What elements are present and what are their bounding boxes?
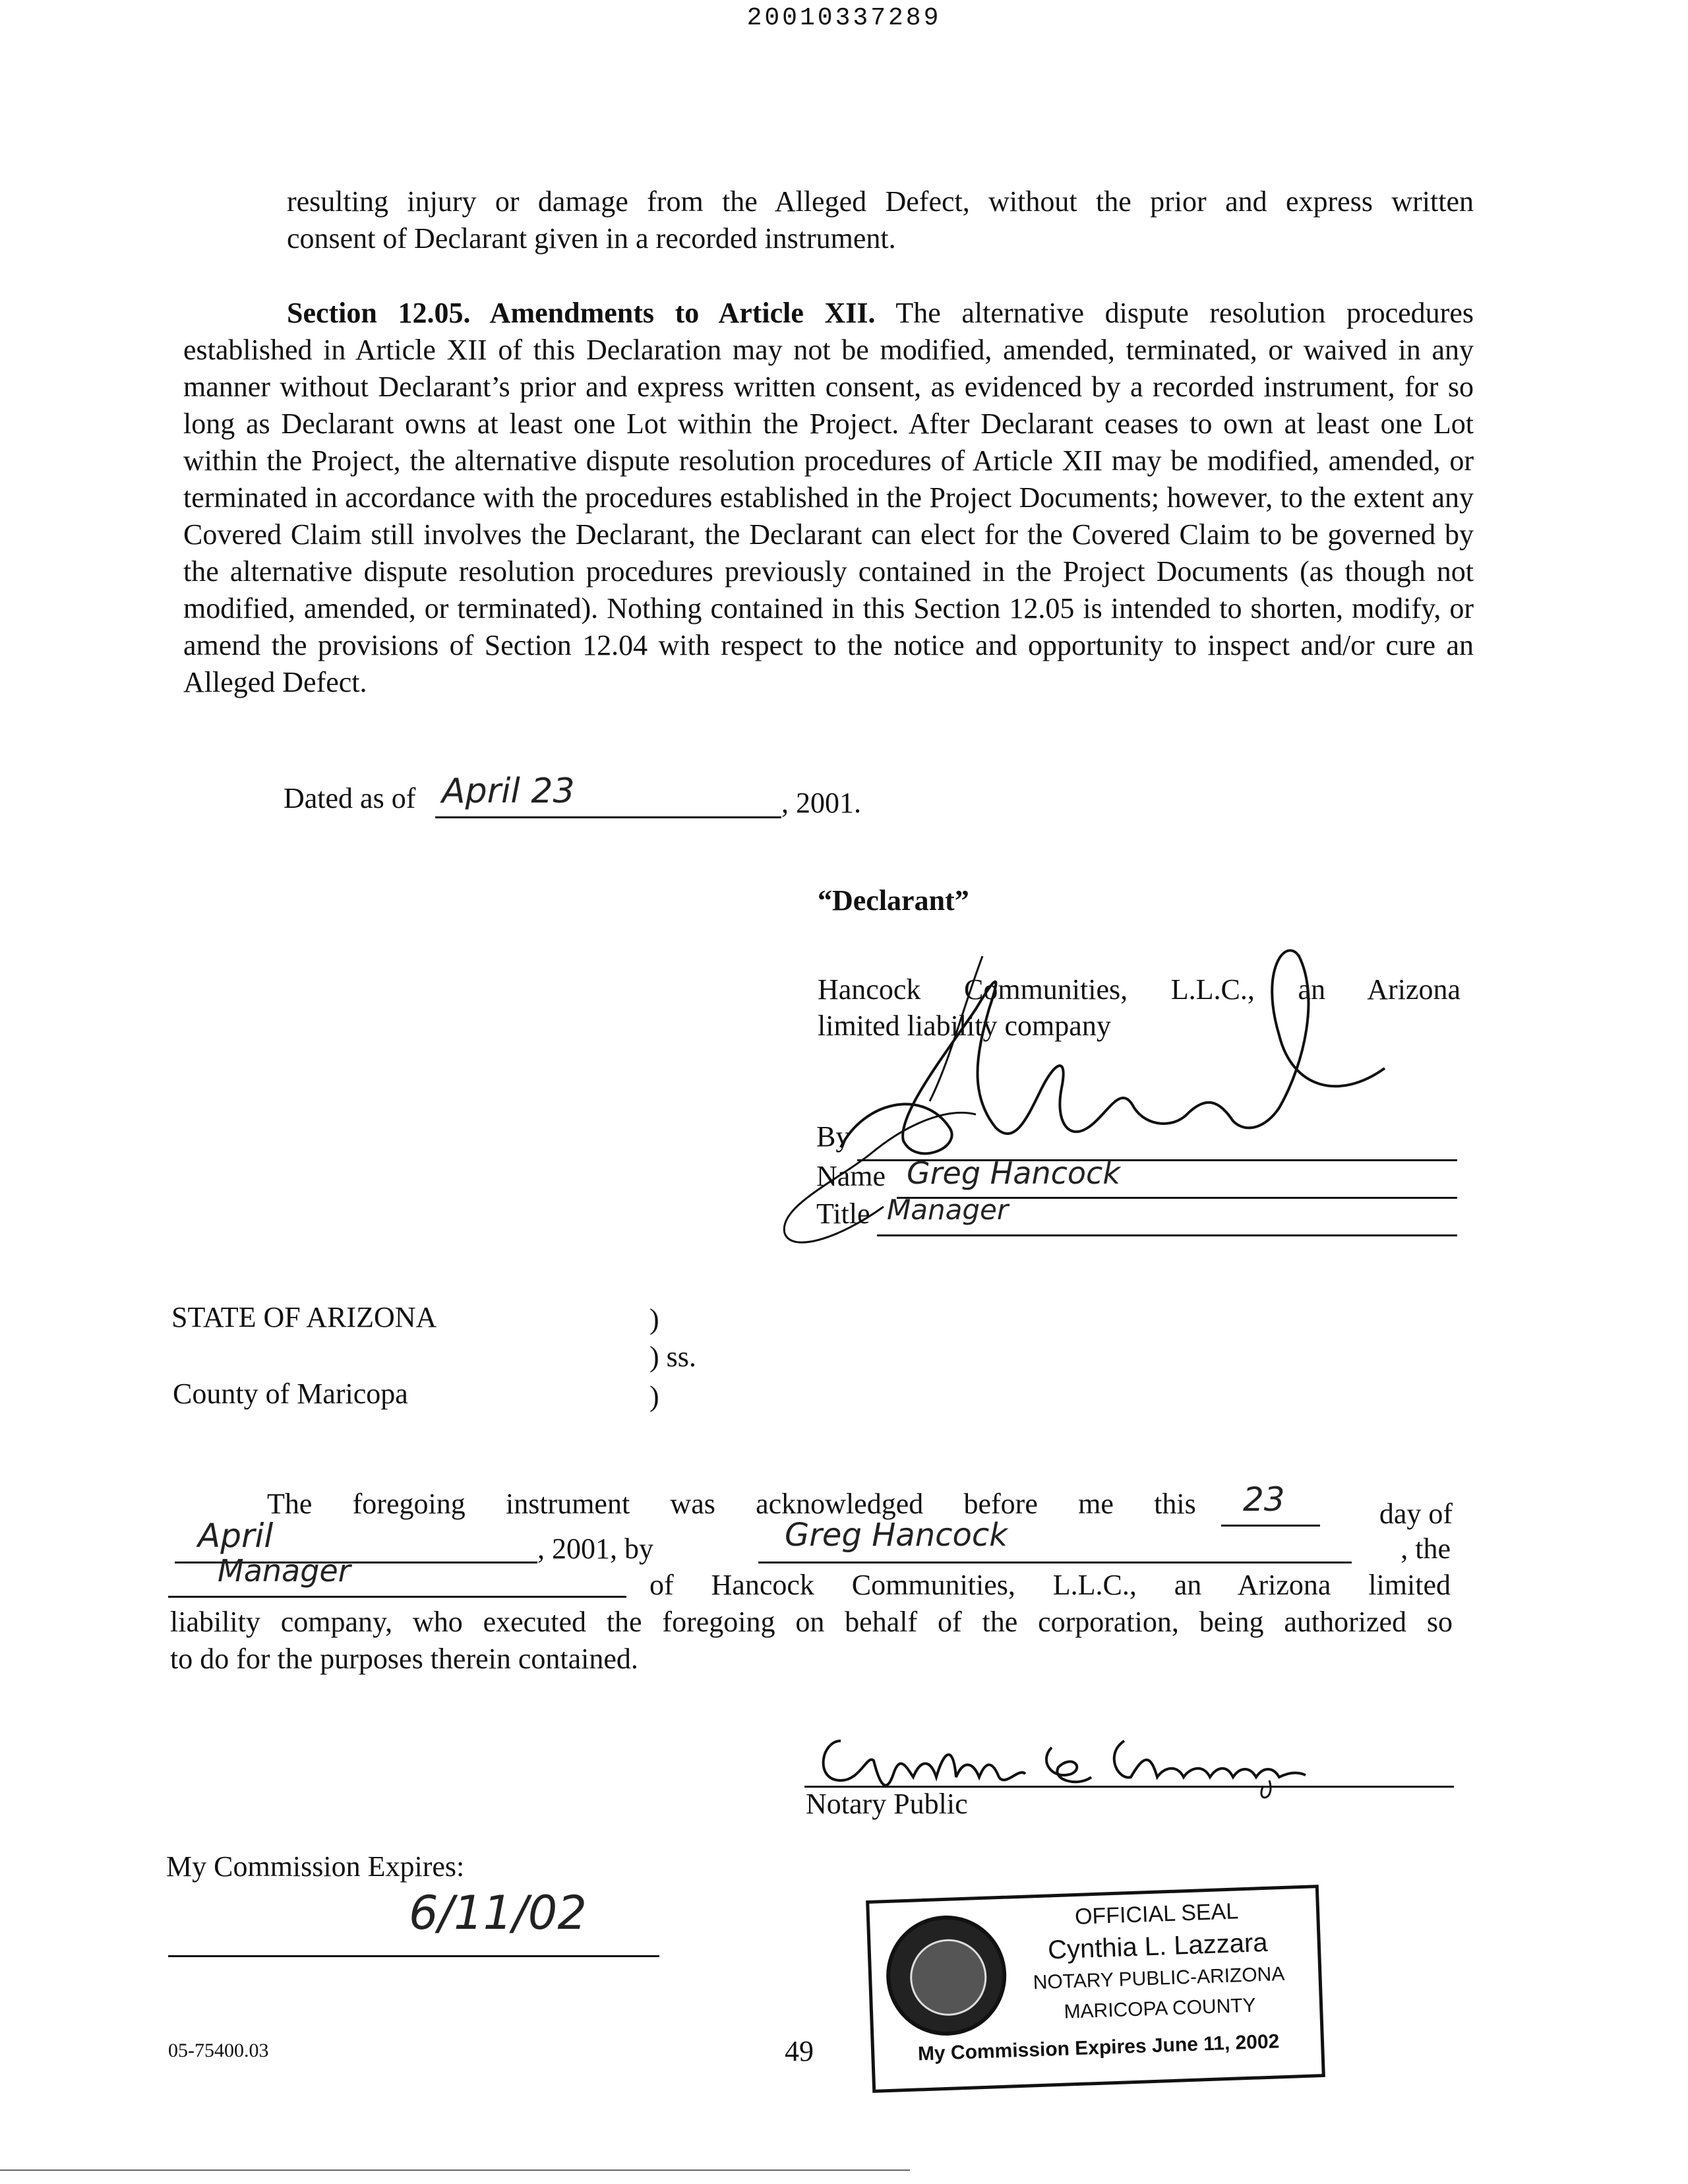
declarant-company-line-2: limited liability company xyxy=(818,1010,1111,1042)
ack-line-4: liability company, who executed the foregoing on behalf of the corporation, being authorized so xyxy=(170,1606,1453,1638)
ack-word: instrument xyxy=(505,1488,630,1520)
ack-title-handwritten: Manager xyxy=(218,1553,351,1589)
ack-line-1 xyxy=(267,1487,1335,1521)
document-number: 20010337289 xyxy=(746,4,942,32)
commission-label: My Commission Expires: xyxy=(166,1850,465,1883)
venue-state: STATE OF ARIZONA xyxy=(171,1301,437,1333)
seal-line-3: NOTARY PUBLIC-ARIZONA xyxy=(1033,1962,1285,1994)
ack-the: , the xyxy=(1401,1532,1451,1565)
state-seal-icon xyxy=(884,1914,1008,2038)
ack-day-underline xyxy=(1221,1525,1320,1527)
commission-handwritten-date: 6/11/02 xyxy=(409,1886,587,1940)
commission-underline xyxy=(168,1955,659,1957)
venue-paren-3: ) xyxy=(649,1380,659,1412)
paragraph-line-2: consent of Declarant given in a recorded instrument. xyxy=(287,222,896,255)
declarant-signature xyxy=(778,930,1404,1273)
ack-word: me xyxy=(1078,1488,1114,1520)
ack-title-underline xyxy=(168,1596,626,1598)
ack-person-underline xyxy=(758,1562,1352,1563)
ack-word: was xyxy=(670,1488,715,1520)
venue-paren-1: ) xyxy=(649,1303,659,1335)
ack-word: acknowledged xyxy=(756,1488,924,1520)
venue-county: County of Maricopa xyxy=(173,1378,408,1410)
ack-person-handwritten: Greg Hancock xyxy=(785,1517,1008,1554)
dated-line xyxy=(284,781,415,815)
notary-label: Notary Public xyxy=(806,1788,968,1820)
dated-handwritten-date: April 23 xyxy=(442,772,575,811)
section-body: The alternative dispute resolution procedures established in Article XII of this Declaration may not be modified, amended, terminated, or waived in any manner without Declarant’s prior and express written consent, as evidenced by a recorded instrument, for so long as Declarant owns at least one Lot within the Project. After Declarant ceases to own at least one Lot within the Project, the alternative dispute resolution procedures of Article XII may be modified, amended, or terminated in accordance with the procedures established in the Project Documents; however, to the extent any Covered Claim still involves the Declarant, the Declarant can elect for the Covered Claim to be governed by the alternative dispute resolution procedures previously contained in the Project Documents (as though not modified, amended, or terminated). Nothing contained in this Section 12.05 is intended to shorten, modify, or amend the provisions of Section 12.04 with respect to the notice and opportunity to inspect and/or cure an Alleged Defect. xyxy=(183,297,1474,698)
ack-year-by: , 2001, by xyxy=(537,1532,653,1565)
ack-day-handwritten: 23 xyxy=(1243,1480,1285,1519)
ack-day-suffix: day of xyxy=(1379,1498,1453,1530)
name-handwritten: Greg Hancock xyxy=(907,1155,1120,1191)
paragraph-continuation xyxy=(287,183,1474,257)
ack-month-handwritten: April xyxy=(198,1517,274,1555)
by-label: By xyxy=(816,1120,851,1153)
dated-suffix: , 2001. xyxy=(781,787,861,819)
declarant-company-line-1: Hancock Communities, L.L.C., an Arizona xyxy=(818,973,1461,1006)
declarant-label: “Declarant” xyxy=(818,884,969,917)
section-12-05 xyxy=(183,295,1474,701)
dated-underline xyxy=(435,816,781,818)
scan-edge-line xyxy=(0,2169,910,2171)
footer-doc-code: 05-75400.03 xyxy=(168,2040,269,2061)
seal-line-1: OFFICIAL SEAL xyxy=(1074,1898,1239,1930)
ack-line-5: to do for the purposes therein contained. xyxy=(170,1643,638,1675)
ack-word: foregoing xyxy=(352,1488,466,1520)
title-label: Title xyxy=(816,1198,870,1230)
dated-prefix: Dated as of xyxy=(284,782,416,814)
ack-word: The xyxy=(267,1488,313,1520)
title-handwritten: Manager xyxy=(887,1194,1009,1226)
ack-word: before xyxy=(963,1488,1038,1520)
seal-line-2: Cynthia L. Lazzara xyxy=(1047,1927,1269,1965)
venue-ss: ) ss. xyxy=(649,1341,696,1373)
name-label: Name xyxy=(816,1160,886,1192)
page-number: 49 xyxy=(785,2035,814,2067)
official-seal-stamp xyxy=(866,1885,1325,2093)
section-heading: Section 12.05. Amendments to Article XII. xyxy=(287,297,876,329)
seal-line-5: My Commission Expires June 11, 2002 xyxy=(917,2030,1280,2065)
ack-word: this xyxy=(1154,1488,1196,1520)
paragraph-line-1: resulting injury or damage from the Alleged Defect, without the prior and express written xyxy=(287,185,1474,218)
ack-line-3: of Hancock Communities, L.L.C., an Arizona limited xyxy=(649,1569,1451,1601)
seal-line-4: MARICOPA COUNTY xyxy=(1064,1994,1257,2023)
